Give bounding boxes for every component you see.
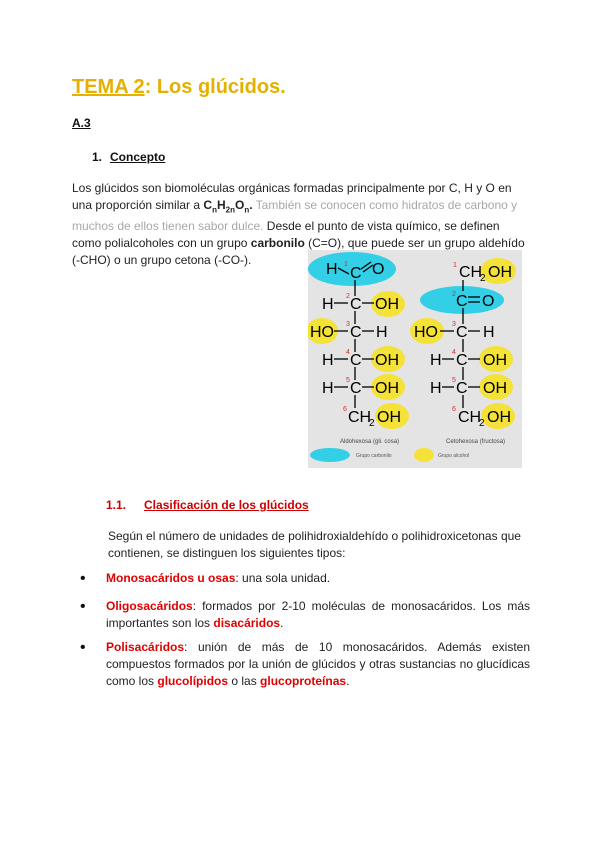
atom: H [322, 380, 334, 397]
atom: C [350, 265, 362, 282]
atom: OH [375, 296, 399, 313]
atom: OH [488, 264, 512, 281]
atom: CH [348, 409, 372, 426]
atom: C [350, 296, 362, 313]
atom: H [430, 380, 442, 397]
term-monosacaridos: Monosacáridos u osas [106, 571, 236, 585]
list-item-text: : una sola unidad. [235, 571, 331, 585]
atom: OH [375, 352, 399, 369]
atom: H [376, 324, 388, 341]
title-rest: : Los glúcidos. [144, 76, 286, 98]
atom: C [350, 352, 362, 369]
formula [203, 198, 253, 215]
atom: O [372, 261, 385, 278]
atom: H [430, 352, 442, 369]
list-item-end: . [280, 616, 284, 630]
term-oligosacaridos: Oligosacáridos [106, 599, 193, 613]
carbon-number: 4 [346, 349, 350, 356]
atom: 2 [369, 418, 375, 429]
carbon-number: 5 [452, 377, 456, 384]
carbon-number: 2 [346, 293, 350, 300]
carbon-number: 5 [346, 377, 350, 384]
legend-alcohol-swatch [414, 448, 434, 462]
carbon-number: 3 [452, 321, 456, 328]
heading-number: 1. [92, 150, 103, 164]
atom: OH [483, 352, 507, 369]
atom: 2 [480, 273, 486, 284]
term-glucoproteinas: glucoproteínas [260, 674, 347, 688]
carbon-number: 6 [452, 406, 456, 413]
list-item-text: : unión de más de 10 monosacáridos. Además existen compuestos formados por la unión de glúcidos y otras sustancias no glucídicas como los [106, 640, 530, 688]
list-item-monosacaridos [106, 570, 530, 587]
classification-intro: Según el número de unidades de polihidroxialdehído o polihidroxicetonas que contienen, se distinguen los siguientes tipos: [108, 529, 521, 560]
atom: C [456, 293, 468, 310]
heading-classification [106, 498, 309, 512]
formula-sub-n: n [212, 205, 217, 215]
list-item-end: . [346, 674, 350, 688]
concept-text-3: (C=O), que puede ser un grupo aldehído (-CHO) o un grupo cetona (-CO-). [72, 236, 525, 268]
carbonilo-term: carbonilo [250, 236, 305, 251]
bullet-marker: • [80, 570, 86, 587]
title-prefix: TEMA 2 [72, 76, 145, 98]
atom: C [456, 352, 468, 369]
atom: H [322, 352, 334, 369]
atom: CH [458, 409, 482, 426]
atom: H [483, 324, 495, 341]
concept-text-1: Los glúcidos son biomoléculas orgánicas formadas principalmente por C, H y O en una proporción similar a [72, 181, 512, 212]
formula-h: H [216, 198, 226, 212]
atom: OH [483, 380, 507, 397]
term-polisacaridos: Polisacáridos [106, 640, 185, 654]
concept-text-2: Desde el punto de vista químico, se definen como polialcoholes con un grupo [72, 219, 500, 251]
carbon-number: 6 [343, 406, 347, 413]
left-caption: Aldohexosa (gli. cosa) [340, 439, 400, 445]
legend-carbonyl-swatch [310, 448, 350, 462]
atom: C [456, 324, 468, 341]
carbon-number: 2 [452, 291, 456, 298]
bullet-marker: • [80, 639, 86, 656]
carbon-number: 3 [346, 321, 350, 328]
heading-text: Concepto [110, 150, 166, 164]
atom: C [350, 324, 362, 341]
right-caption: Cetohexosa (fructosa) [446, 439, 506, 445]
legend-alcohol-label: Grupo alcohol [438, 453, 470, 459]
formula-sub-2n: 2n [225, 205, 235, 215]
list-item-text: o las [228, 674, 261, 688]
atom: HO [414, 324, 438, 341]
formula-o: O [234, 198, 245, 212]
atom: OH [377, 409, 401, 426]
atom: O [482, 293, 495, 310]
heading2-number: 1.1. [106, 498, 127, 512]
glucose-fructose-figure [308, 250, 522, 468]
atom: H [322, 296, 334, 313]
structure-diagram [308, 250, 522, 468]
formula-c: C [203, 198, 213, 212]
section-label: A.3 [72, 116, 91, 130]
atom: CH [459, 264, 483, 281]
bullet-marker: • [80, 598, 86, 615]
formula-end: . [249, 198, 253, 212]
carbon-number: 4 [452, 349, 456, 356]
formula-sub-n2: n [244, 205, 250, 215]
atom: OH [375, 380, 399, 397]
list-item-polisacaridos [106, 639, 530, 690]
term-disacaridos: disacáridos [213, 616, 281, 630]
atom: OH [487, 409, 511, 426]
page-title [72, 76, 286, 99]
atom: H [326, 261, 338, 278]
atom: C [350, 380, 362, 397]
carbon-number: 1 [344, 261, 348, 268]
carbon-number: 1 [453, 262, 457, 269]
atom: 2 [479, 418, 485, 429]
list-item-oligosacaridos [106, 598, 530, 632]
list-item-text: : formados por 2-10 moléculas de monosacáridos. Los más importantes son los [106, 599, 530, 630]
term-glucolipidos: glucolípidos [157, 674, 229, 688]
atom: HO [310, 324, 334, 341]
concept-gray-text: También se conocen como hidratos de carbono y muchos de ellos tienen sabor dulce. [72, 198, 518, 234]
legend-carbonyl-label: Grupo carbonilo [356, 453, 392, 459]
atom: C [456, 380, 468, 397]
heading-concept [92, 150, 165, 164]
heading2-text: Clasificación de los glúcidos [144, 498, 309, 512]
